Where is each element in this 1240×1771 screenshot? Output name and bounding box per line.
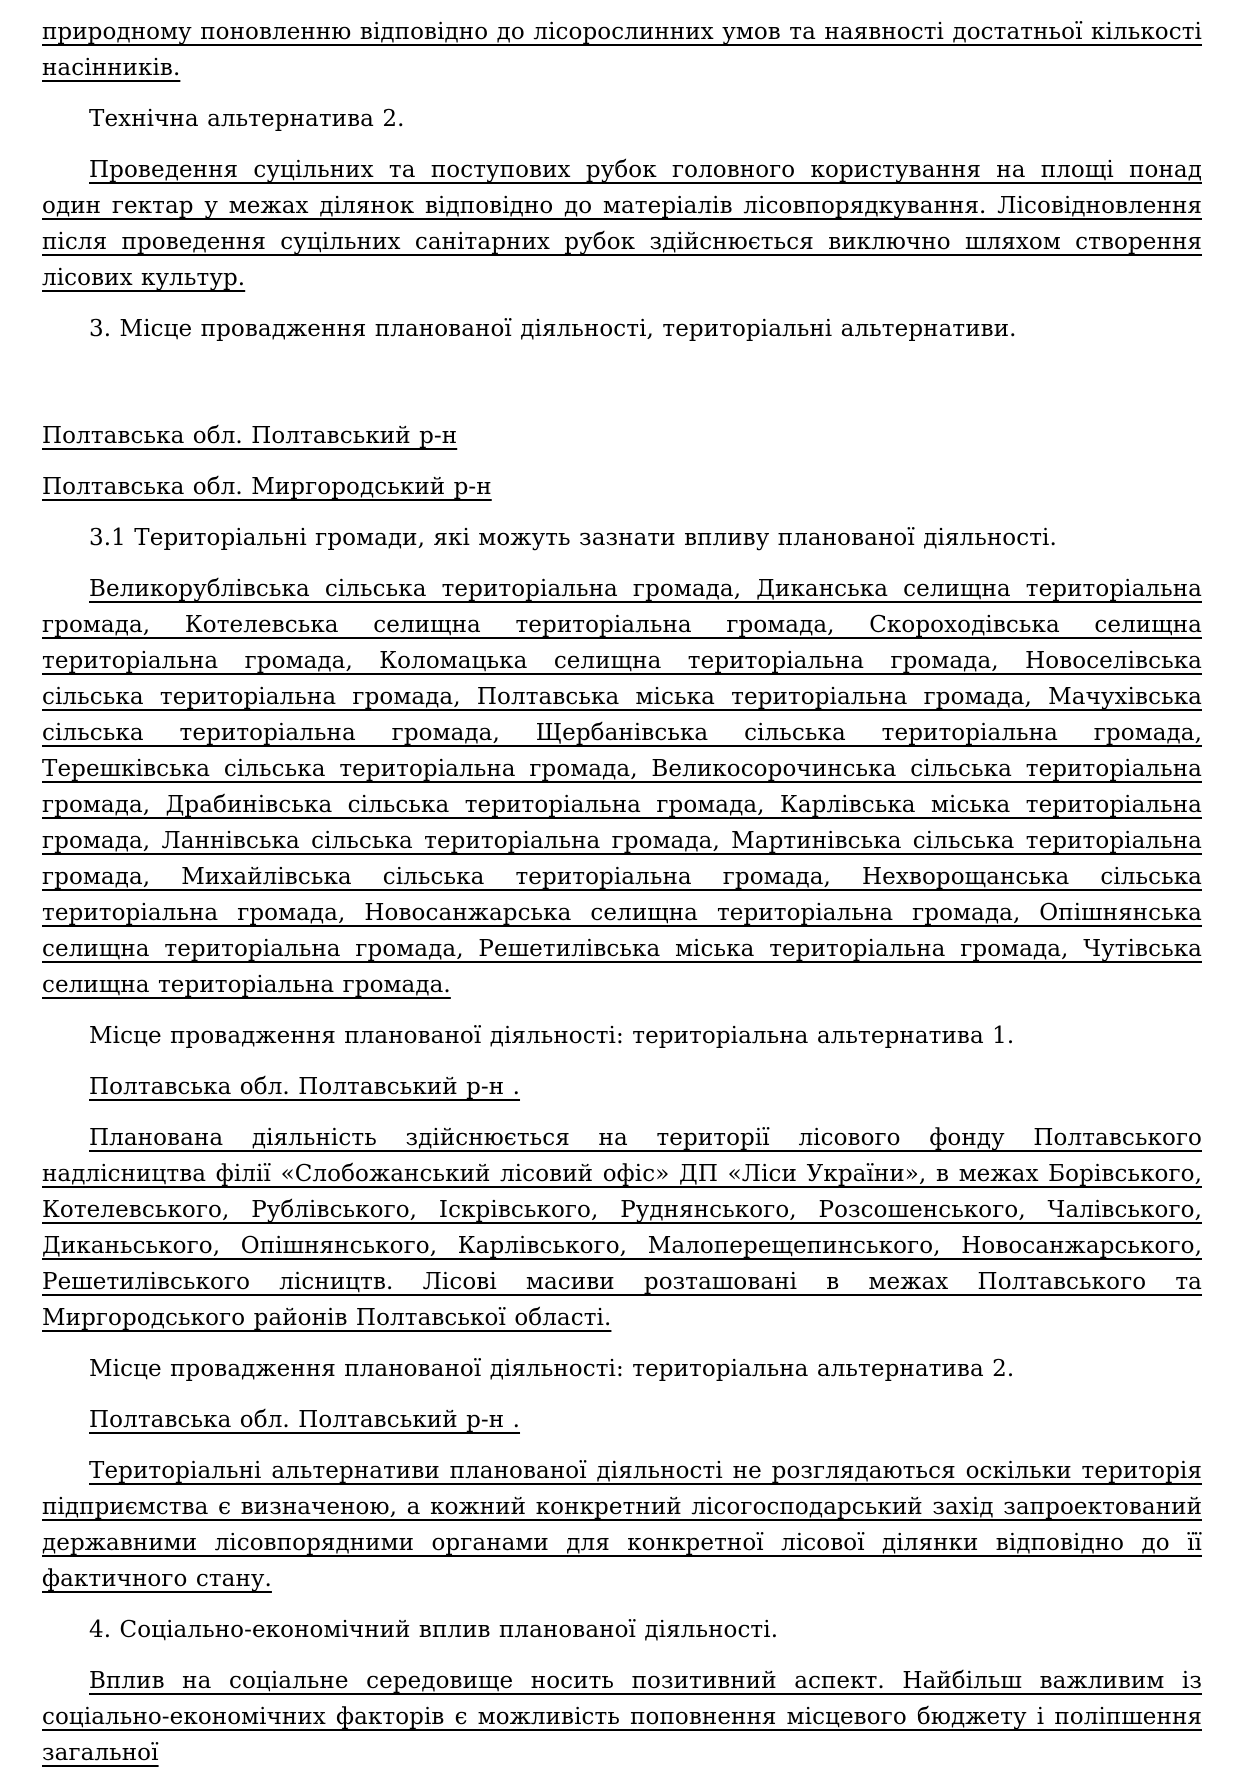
paragraph-location-territorial-alternative-1: Місце провадження планованої діяльності: територіальна альтернатива 1.	[89, 1023, 1015, 1049]
heading-section-4-socioeconomic-impact: 4. Соціально-економічний вплив планованої діяльності.	[89, 1617, 779, 1643]
paragraph-region-alternative-2: Полтавська обл. Полтавський р-н .	[89, 1407, 521, 1433]
heading-section-3-1-communities: 3.1 Територіальні громади, які можуть зазнати впливу планованої діяльності.	[89, 525, 1057, 551]
paragraph-forest-fund-territory-description: Планована діяльність здійснюється на території лісового фонду Полтавського надлісництва філії «Слобожанський лісовий офіс» ДП «Ліси України», в межах Борівського, Котелевського, Рублівського, Іскрівського, Руднянського, Розсошенського, Чалівського, Диканьського, Опішнянського, Карлівського, Малоперещепинського, Новосанжарського, Решетилівського лісництв. Лісові масиви розташовані в межах Полтавського та Миргородського районів Полтавської області.	[42, 1125, 1202, 1331]
paragraph-region-alternative-1: Полтавська обл. Полтавський р-н .	[89, 1074, 521, 1100]
paragraph-technical-alternative-2: Технічна альтернатива 2.	[89, 106, 405, 132]
paragraph-territorial-communities-list: Великорублівська сільська територіальна громада, Диканська селищна територіальна громада, Котелевська селищна територіальна громада, Скороходівська селищна територіальна громада, Коломацька селищна територіальна громада, Новоселівська сільська територіальна громада, Полтавська міська територіальна громада, Мачухівська сільська територіальна громада, Щербанівська сільська територіальна громада, Терешківська сільська територіальна громада, Великосорочинська сільська територіальна громада, Драбинівська сільська територіальна громада, Карлівська міська територіальна громада, Ланнівська сільська територіальна громада, Мартинівська сільська територіальна громада, Михайлівська сільська територіальна громада, Нехворощанська сільська територіальна громада, Новосанжарська селищна територіальна громада, Опішнянська селищна територіальна громада, Решетилівська міська територіальна громада, Чутівська селищна територіальна громада.	[42, 576, 1202, 998]
heading-section-3-location: 3. Місце провадження планованої діяльності, територіальні альтернативи.	[89, 316, 1017, 342]
paragraph-social-impact: Вплив на соціальне середовище носить позитивний аспект. Найбільш важливим із соціально-економічних факторів є можливість поповнення місцевого бюджету і поліпшення загальної	[42, 1668, 1202, 1766]
paragraph-region-myrhorodskyi: Полтавська обл. Миргородський р-н	[42, 474, 492, 500]
paragraph-natural-regeneration-continued: природному поновленню відповідно до лісорослинних умов та наявності достатньої кількості насінників.	[42, 19, 1202, 81]
paragraph-location-territorial-alternative-2: Місце провадження планованої діяльності: територіальна альтернатива 2.	[89, 1356, 1015, 1382]
paragraph-alternatives-not-considered: Територіальні альтернативи планованої діяльності не розглядаються оскільки територія підприємства є визначеною, а кожний конкретний лісогосподарський захід запроектований державними лісовпорядними органами для конкретної лісової ділянки відповідно до її фактичного стану.	[42, 1458, 1202, 1592]
paragraph-clearcut-felling-description: Проведення суцільних та поступових рубок головного користування на площі понад один гектар у межах ділянок відповідно до матеріалів лісовпорядкування. Лісовідновлення після проведення суцільних санітарних рубок здійснюється виключно шляхом створення лісових культур.	[42, 157, 1202, 291]
vertical-spacer	[42, 362, 1202, 418]
paragraph-region-poltavskyi: Полтавська обл. Полтавський р-н	[42, 423, 458, 449]
